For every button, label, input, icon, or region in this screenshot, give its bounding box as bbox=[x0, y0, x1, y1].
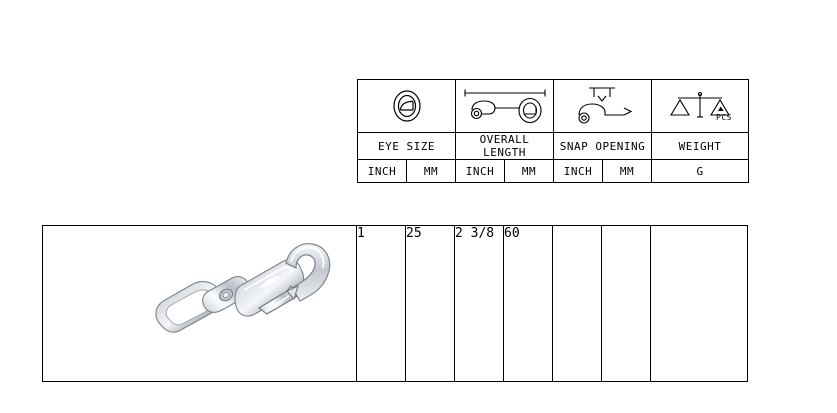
eye-size-icon bbox=[358, 80, 455, 132]
overall-length-icon bbox=[456, 80, 553, 132]
weight-icon-cell bbox=[652, 80, 749, 133]
unit-length-mm: MM bbox=[505, 160, 554, 183]
snap-opening-icon-cell bbox=[554, 80, 652, 133]
unit-eye-mm: MM bbox=[407, 160, 456, 183]
spec-name-row bbox=[358, 133, 749, 160]
value-length-inch: 2 3/8 bbox=[455, 226, 504, 382]
snap-opening-icon bbox=[554, 80, 651, 132]
overall-length-label: OVERALL LENGTH bbox=[456, 133, 554, 160]
overall-length-icon-cell bbox=[456, 80, 554, 133]
unit-snap-mm: MM bbox=[603, 160, 652, 183]
table-row bbox=[43, 226, 748, 382]
value-length-mm: 60 bbox=[504, 226, 553, 382]
svg-text:PCS: PCS bbox=[716, 113, 732, 122]
value-snap-inch bbox=[553, 226, 602, 382]
unit-length-inch: INCH bbox=[456, 160, 505, 183]
unit-weight-g: G bbox=[652, 160, 749, 183]
spec-icon-row bbox=[358, 80, 749, 133]
unit-snap-inch: INCH bbox=[554, 160, 603, 183]
spec-header-table bbox=[357, 79, 749, 183]
eye-size-label: EYE SIZE bbox=[358, 133, 456, 160]
value-eye-inch: 1 bbox=[357, 226, 406, 382]
eye-size-icon-cell bbox=[358, 80, 456, 133]
spec-unit-row bbox=[358, 160, 749, 183]
product-data-table bbox=[42, 225, 748, 382]
weight-icon bbox=[652, 80, 748, 132]
weight-label: WEIGHT bbox=[652, 133, 749, 160]
swivel-snap-hook-image bbox=[139, 234, 339, 354]
product-image-cell bbox=[43, 226, 357, 382]
snap-opening-label: SNAP OPENING bbox=[554, 133, 652, 160]
value-eye-mm: 25 bbox=[406, 226, 455, 382]
value-snap-mm bbox=[602, 226, 651, 382]
unit-eye-inch: INCH bbox=[358, 160, 407, 183]
value-weight-g bbox=[651, 226, 748, 382]
